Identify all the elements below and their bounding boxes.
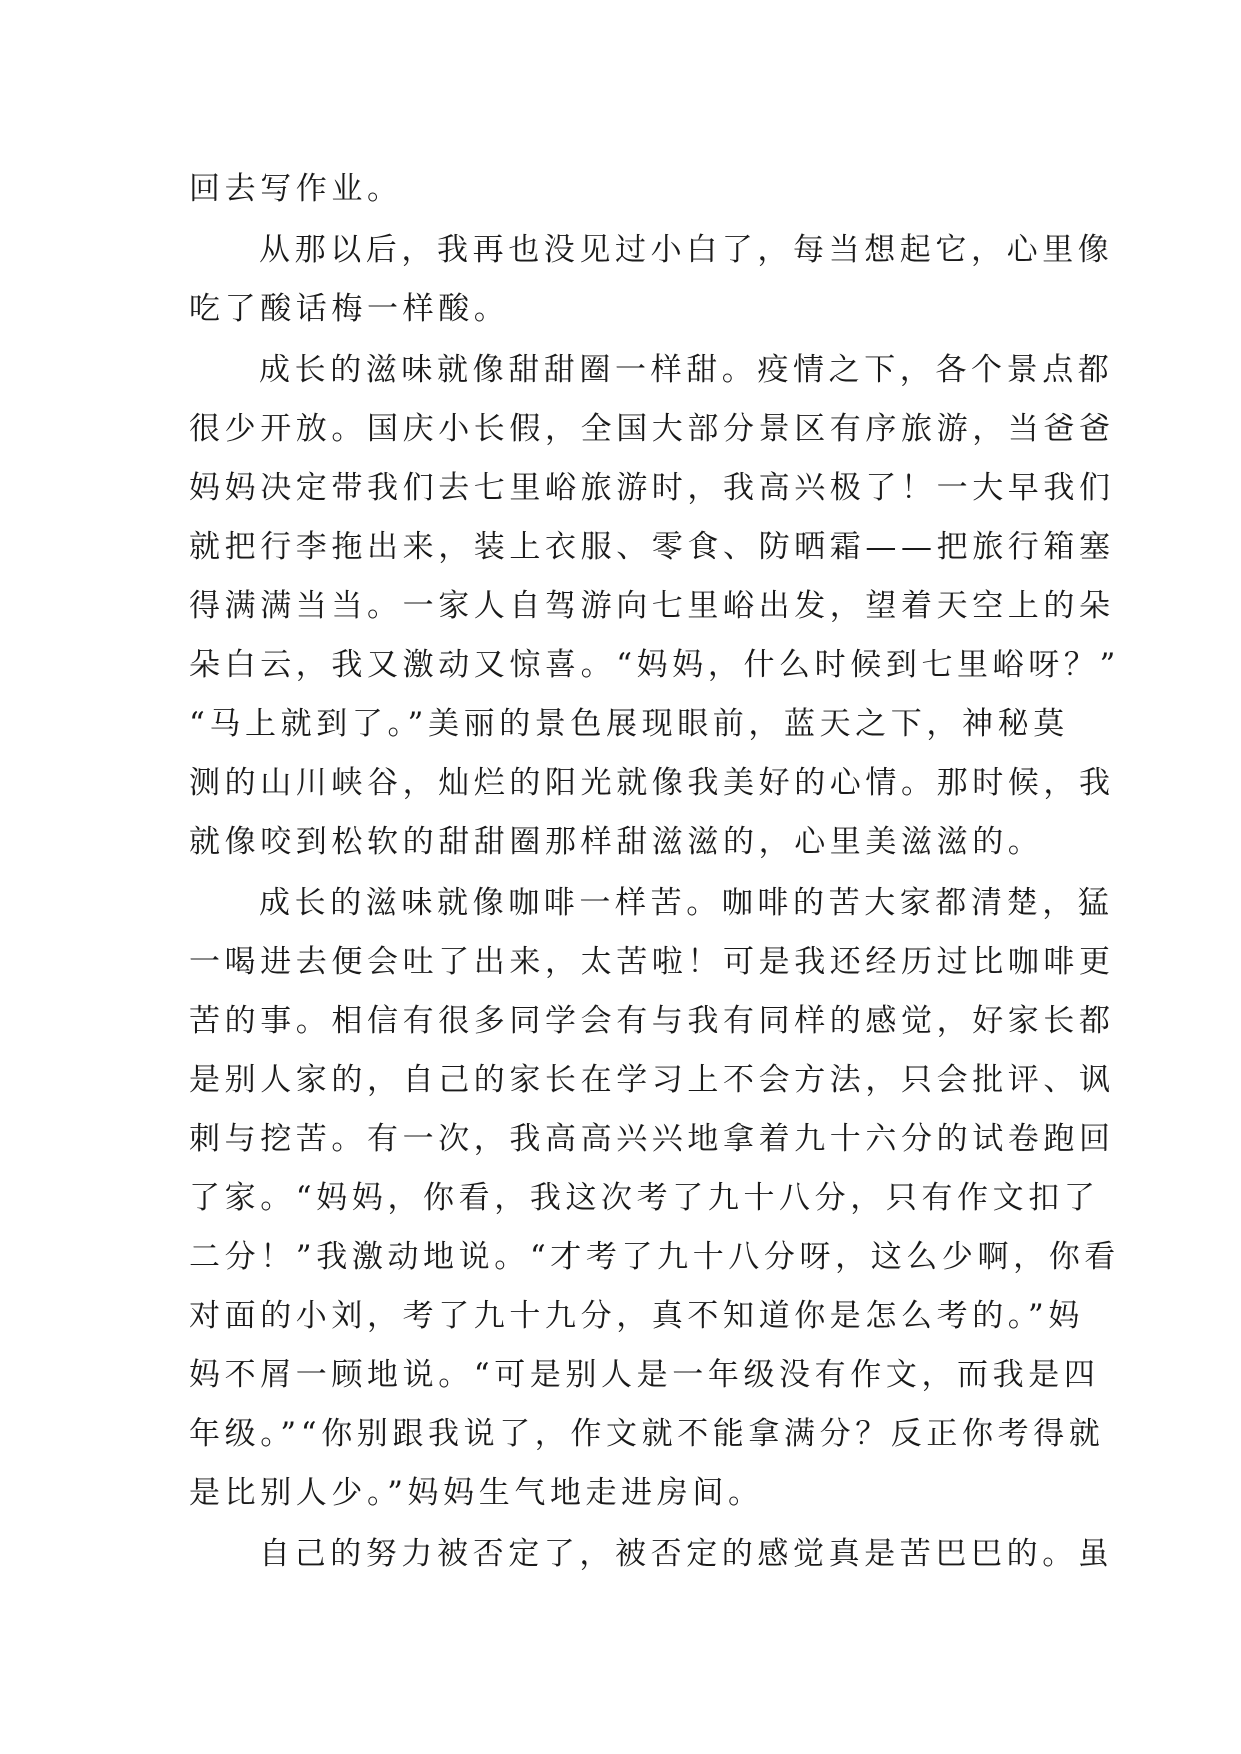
text-line: 朵白云，我又激动又惊喜。“妈妈，什么时候到七里峪呀？” [189,647,1120,683]
text-line: 妈妈决定带我们去七里峪旅游时，我高兴极了！一大早我们 [189,470,1115,506]
paragraph-first-line: 成长的滋味就像咖啡一样苦。咖啡的苦大家都清楚，猛 [259,885,1114,921]
text-line: 回去写作业。 [189,171,403,207]
paragraph-first-line: 成长的滋味就像甜甜圈一样甜。疫情之下，各个景点都 [259,352,1114,388]
text-line: 是别人家的，自己的家长在学习上不会方法，只会批评、讽 [189,1062,1115,1098]
text-line: 妈不屑一顾地说。“可是别人是一年级没有作文，而我是四 [189,1357,1100,1393]
text-line: 刺与挖苦。有一次，我高高兴兴地拿着九十六分的试卷跑回 [189,1121,1115,1157]
paragraph-first-line: 从那以后，我再也没见过小白了，每当想起它，心里像 [259,232,1114,268]
text-line: 很少开放。国庆小长假，全国大部分景区有序旅游，当爸爸 [189,411,1115,447]
text-line: 对面的小刘，考了九十九分，真不知道你是怎么考的。”妈 [189,1298,1084,1334]
text-line: 二分！”我激动地说。“才考了九十八分呀，这么少啊，你看 [189,1239,1120,1275]
text-line: 吃了酸话梅一样酸。 [189,291,510,327]
text-line: 就像咬到松软的甜甜圈那样甜滋滋的，心里美滋滋的。 [189,824,1044,860]
essay-text [189,160,1120,1584]
text-line: 测的山川峡谷，灿烂的阳光就像我美好的心情。那时候，我 [189,765,1115,801]
text-line: 是比别人少。”妈妈生气地走进房间。 [189,1475,764,1511]
text-line: “马上就到了。”美丽的景色展现眼前，蓝天之下，神秘莫 [189,706,1069,742]
text-line: 年级。”“你别跟我说了，作文就不能拿满分？反正你考得就 [189,1416,1105,1452]
paragraph-first-line: 自己的努力被否定了，被否定的感觉真是苦巴巴的。虽 [259,1536,1114,1572]
text-line: 一喝进去便会吐了出来，太苦啦！可是我还经历过比咖啡更 [189,944,1115,980]
text-line: 了家。“妈妈，你看，我这次考了九十八分，只有作文扣了 [189,1180,1100,1216]
text-line: 苦的事。相信有很多同学会有与我有同样的感觉，好家长都 [189,1003,1115,1039]
text-line: 就把行李拖出来，装上衣服、零食、防晒霜——把旅行箱塞 [189,529,1115,565]
text-line: 得满满当当。一家人自驾游向七里峪出发，望着天空上的朵 [189,588,1115,624]
